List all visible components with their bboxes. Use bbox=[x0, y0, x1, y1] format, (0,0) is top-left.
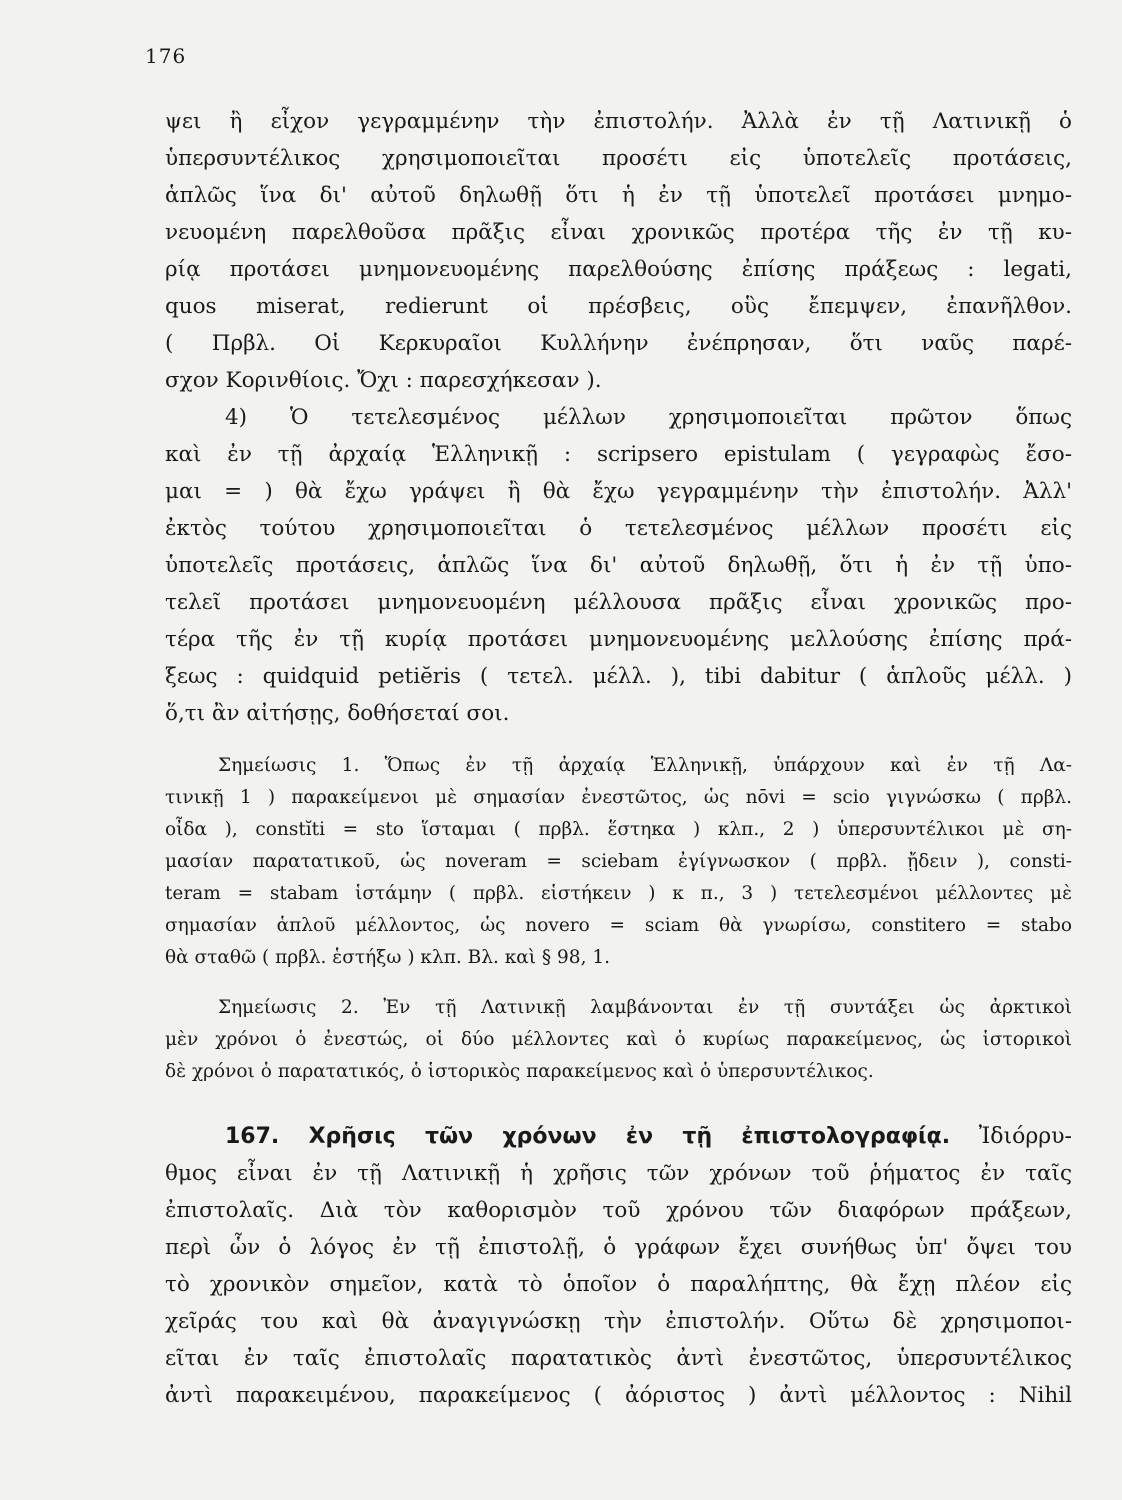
text-line: ὑποτελεῖς προτάσεις, ἁπλῶς ἵνα δι' αὐτοῦ δηλωθῇ, ὅτι ἡ ἐν τῇ ὑπο- bbox=[165, 553, 1072, 578]
text-line: ψει ἢ εἶχον γεγραμμένην τὴν ἐπιστολήν. Ἀλλὰ ἐν τῇ Λατινικῇ ὁ bbox=[165, 109, 1072, 134]
note-line: teram = stabam ἱστάμην ( πρβλ. εἱστήκειν ) κ π., 3 ) τετελεσμένοι μέλλοντες μὲ bbox=[165, 883, 1072, 904]
text-line: 4) Ὁ τετελεσμένος μέλλων χρησιμοποιεῖται πρῶτον ὅπως bbox=[225, 405, 1072, 430]
note-line: μασίαν παρατατικοῦ, ὡς noveram = sciebam ἐγίγνωσκον ( πρβλ. ᾔδειν ), consti- bbox=[165, 851, 1072, 872]
text-line: ἐκτὸς τούτου χρησιμοποιεῖται ὁ τετελεσμένος μέλλων προσέτι εἰς bbox=[165, 516, 1072, 541]
text-line: χεῖράς του καὶ θὰ ἀναγιγνώσκῃ τὴν ἐπιστολήν. Οὕτω δὲ χρησιμοποι- bbox=[165, 1309, 1072, 1334]
text-line: θμος εἶναι ἐν τῇ Λατινικῇ ἡ χρῆσις τῶν χρόνων τοῦ ῥήματος ἐν ταῖς bbox=[165, 1161, 1072, 1186]
text-line: τέρα τῆς ἐν τῇ κυρίᾳ προτάσει μνημονευομένης μελλούσης ἐπίσης πρά- bbox=[165, 627, 1072, 652]
section-heading-continuation: Ἰδιόρρυ- bbox=[978, 1124, 1072, 1149]
text-line: τελεῖ προτάσει μνημονευομένη μέλλουσα πρᾶξις εἶναι χρονικῶς προ- bbox=[165, 590, 1072, 615]
text-line: quos miserat, redierunt οἱ πρέσβεις, οὓς ἔπεμψεν, ἐπανῆλθον. bbox=[165, 294, 1072, 319]
text-line: ρίᾳ προτάσει μνημονευομένης παρελθούσης ἐπίσης πράξεως : legati, bbox=[165, 257, 1072, 282]
text-line: εῖται ἐν ταῖς ἐπιστολαῖς παρατατικὸς ἀντὶ ἐνεστῶτος, ὑπερσυντέλικος bbox=[165, 1346, 1072, 1371]
text-line: ὅ,τι ἂν αἰτήσῃς, δοθήσεταί σοι. bbox=[165, 701, 510, 726]
text-line: σχον Κορινθίοις. Ὄχι : παρεσχήκεσαν ). bbox=[165, 368, 602, 393]
text-line: τὸ χρονικὸν σημεῖον, κατὰ τὸ ὁποῖον ὁ παραλήπτης, θὰ ἔχῃ πλέον εἰς bbox=[165, 1272, 1072, 1297]
page-number: 176 bbox=[145, 44, 187, 68]
text-line: μαι = ) θὰ ἔχω γράψει ἢ θὰ ἔχω γεγραμμένην τὴν ἐπιστολήν. Ἀλλ' bbox=[165, 479, 1072, 504]
text-line: ὑπερσυντέλικος χρησιμοποιεῖται προσέτι εἰς ὑποτελεῖς προτάσεις, bbox=[165, 146, 1072, 171]
note-line: Σημείωσις 1. Ὅπως ἐν τῇ ἀρχαίᾳ Ἑλληνικῇ, ὑπάρχουν καὶ ἐν τῇ Λα- bbox=[218, 755, 1072, 776]
note-line: τινικῇ 1 ) παρακείμενοι μὲ σημασίαν ἐνεστῶτος, ὡς nōvi = scio γιγνώσκω ( πρβλ. bbox=[165, 787, 1072, 808]
text-line: ( Πρβλ. Οἱ Κερκυραῖοι Κυλλήνην ἐνέπρησαν, ὅτι ναῦς παρέ- bbox=[165, 331, 1072, 356]
text-line: περὶ ὧν ὁ λόγος ἐν τῇ ἐπιστολῇ, ὁ γράφων ἔχει συνήθως ὑπ' ὄψει του bbox=[165, 1235, 1072, 1260]
text-line: ἐπιστολαῖς. Διὰ τὸν καθορισμὸν τοῦ χρόνου τῶν διαφόρων πράξεων, bbox=[165, 1198, 1072, 1223]
text-line: καὶ ἐν τῇ ἀρχαίᾳ Ἑλληνικῇ : scripsero epistulam ( γεγραφὼς ἔσο- bbox=[165, 442, 1072, 467]
section-heading: 167. Χρῆσις τῶν χρόνων ἐν τῇ ἐπιστολογραφίᾳ. bbox=[225, 1124, 951, 1149]
section-heading-line bbox=[225, 1122, 1072, 1152]
note-line: Σημείωσις 2. Ἐν τῇ Λατινικῇ λαμβάνονται ἐν τῇ συντάξει ὡς ἀρκτικοὶ bbox=[218, 997, 1072, 1018]
text-line: ξεως : quidquid petiĕris ( τετελ. μέλλ. ), tibi dabitur ( ἁπλοῦς μέλλ. ) bbox=[165, 664, 1072, 689]
note-line: σημασίαν ἁπλοῦ μέλλοντος, ὡς novero = sciam θὰ γνωρίσω, constitero = stabo bbox=[165, 915, 1072, 936]
note-line: δὲ χρόνοι ὁ παρατατικός, ὁ ἱστορικὸς παρακείμενος καὶ ὁ ὑπερσυντέλικος. bbox=[165, 1061, 874, 1082]
text-line: ἀντὶ παρακειμένου, παρακείμενος ( ἀόριστος ) ἀντὶ μέλλοντος : Nihil bbox=[165, 1383, 1072, 1408]
text-line: νευομένη παρελθοῦσα πρᾶξις εἶναι χρονικῶς προτέρα τῆς ἐν τῇ κυ- bbox=[165, 220, 1072, 245]
note-line: θὰ σταθῶ ( πρβλ. ἑστήξω ) κλπ. Βλ. καὶ § 98, 1. bbox=[165, 947, 610, 968]
text-line: ἁπλῶς ἵνα δι' αὐτοῦ δηλωθῇ ὅτι ἡ ἐν τῇ ὑποτελεῖ προτάσει μνημο- bbox=[165, 183, 1072, 208]
note-line: οἶδα ), constĭti = sto ἵσταμαι ( πρβλ. ἕστηκα ) κλπ., 2 ) ὑπερσυντέλικοι μὲ ση- bbox=[165, 819, 1072, 840]
note-line: μὲν χρόνοι ὁ ἐνεστώς, οἱ δύο μέλλοντες καὶ ὁ κυρίως παρακείμενος, ὡς ἱστορικοὶ bbox=[165, 1029, 1072, 1050]
